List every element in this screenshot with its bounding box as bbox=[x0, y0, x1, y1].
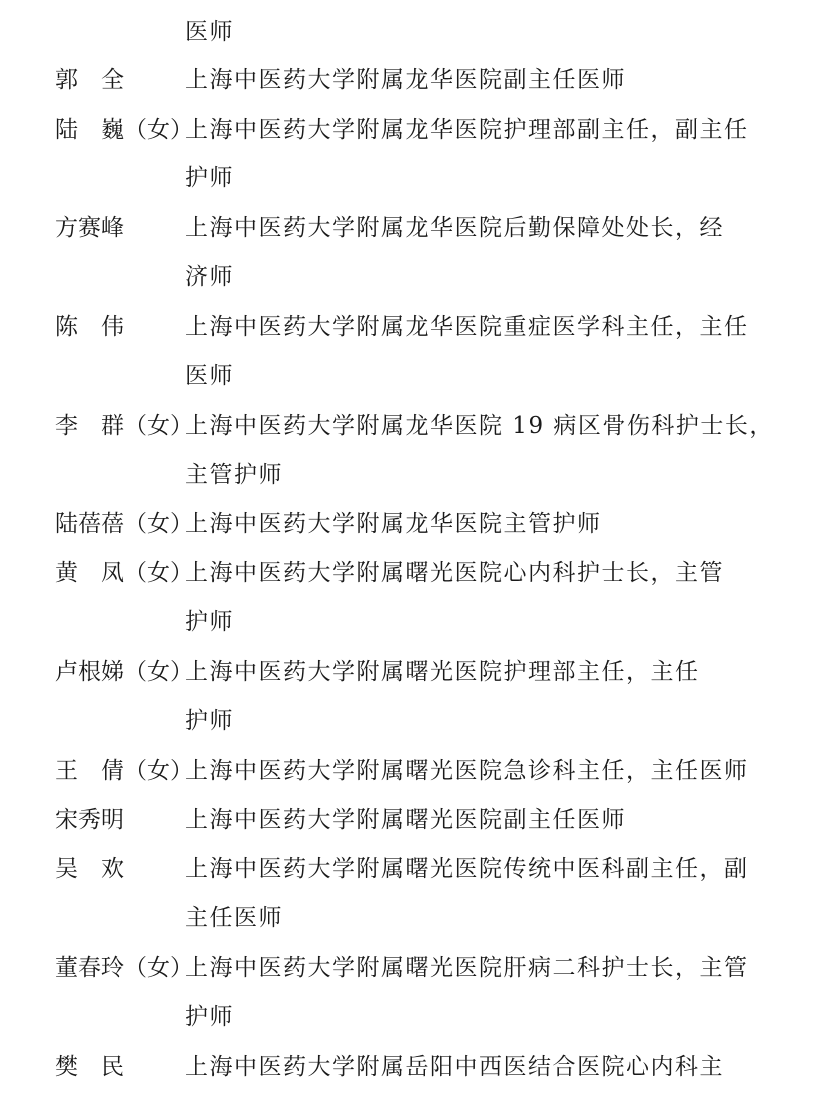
entry-continuation: 主管护师 bbox=[185, 462, 283, 488]
entry-text: 上海中医药大学附属龙华医院副主任医师 bbox=[185, 67, 626, 93]
entry-continuation: 护师 bbox=[185, 165, 234, 191]
entry-text: 上海中医药大学附属龙华医院重症医学科主任，主任 bbox=[185, 314, 749, 340]
entry-text: 上海中医药大学附属龙华医院 19 病区骨伤科护士长， bbox=[185, 413, 774, 439]
entry-continuation: 医师 bbox=[185, 363, 234, 389]
entry-continuation: 护师 bbox=[185, 1004, 234, 1030]
entry-name: 陈 伟 bbox=[55, 314, 124, 340]
entry-name: 王 倩（女） bbox=[55, 758, 193, 784]
entry-text: 上海中医药大学附属龙华医院主管护师 bbox=[185, 511, 602, 537]
entry-text: 上海中医药大学附属曙光医院副主任医师 bbox=[185, 807, 626, 833]
entry-name: 方赛峰 bbox=[55, 215, 124, 241]
entry-text: 上海中医药大学附属曙光医院心内科护士长，主管 bbox=[185, 560, 724, 586]
entry-name: 卢根娣（女） bbox=[55, 659, 193, 685]
entry-name: 陆 巍（女） bbox=[55, 117, 193, 143]
entry-text: 上海中医药大学附属龙华医院护理部副主任，副主任 bbox=[185, 117, 749, 143]
entry-name: 黄 凤（女） bbox=[55, 560, 193, 586]
entry-name: 樊 民 bbox=[55, 1054, 124, 1080]
entry-text: 上海中医药大学附属曙光医院急诊科主任，主任医师 bbox=[185, 758, 749, 784]
entry-continuation: 护师 bbox=[185, 708, 234, 734]
entry-continuation: 医师 bbox=[185, 19, 234, 45]
entry-name: 郭 全 bbox=[55, 67, 124, 93]
entry-text: 上海中医药大学附属岳阳中西医结合医院心内科主 bbox=[185, 1054, 724, 1080]
entry-continuation: 主任医师 bbox=[185, 905, 283, 931]
entry-name: 宋秀明 bbox=[55, 807, 124, 833]
entry-name: 陆蓓蓓（女） bbox=[55, 511, 193, 537]
entry-text: 上海中医药大学附属曙光医院护理部主任，主任 bbox=[185, 659, 700, 685]
entry-text: 上海中医药大学附属曙光医院传统中医科副主任，副 bbox=[185, 856, 749, 882]
entry-name: 吴 欢 bbox=[55, 856, 124, 882]
entry-text: 上海中医药大学附属曙光医院肝病二科护士长，主管 bbox=[185, 955, 749, 981]
entry-continuation: 护师 bbox=[185, 609, 234, 635]
entry-continuation: 济师 bbox=[185, 264, 234, 290]
entry-name: 董春玲（女） bbox=[55, 955, 193, 981]
entry-text: 上海中医药大学附属龙华医院后勤保障处处长，经 bbox=[185, 215, 724, 241]
entry-name: 李 群（女） bbox=[55, 413, 193, 439]
